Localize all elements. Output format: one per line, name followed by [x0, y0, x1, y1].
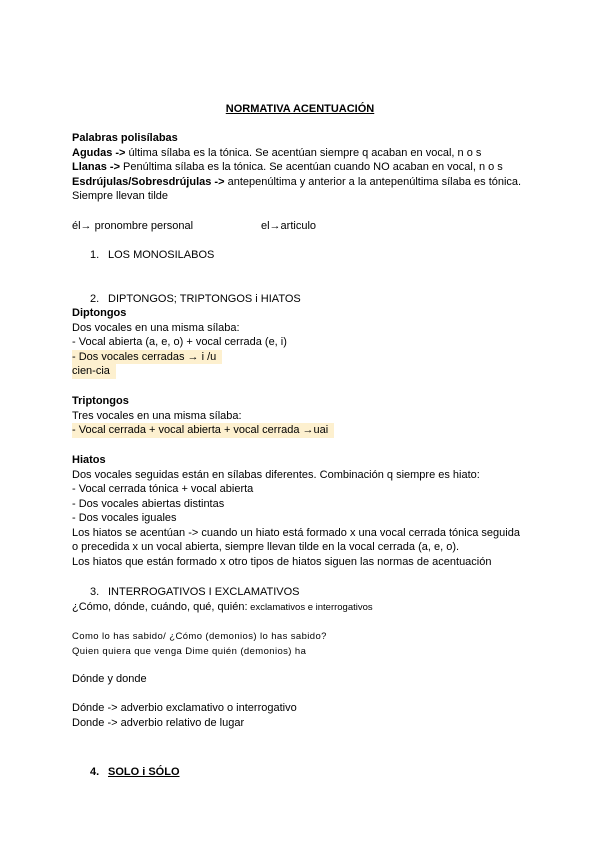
- page-title: NORMATIVA ACENTUACIÓN: [225, 103, 375, 115]
- section-2-heading: 2. DIPTONGOS; TRIPTONGOS i HIATOS: [90, 293, 301, 305]
- section-4-heading: 4. SOLO i SÓLO: [90, 766, 180, 778]
- diptongos-block: Diptongos Dos vocales en una misma sílaba: - Vocal abierta (a, e, o) + vocal cerrada (e, i) - Dos vocales cerradas → i /u cien-cia: [72, 307, 287, 377]
- triptongos-block: Triptongos Tres vocales en una misma sílaba: - Vocal cerrada + vocal abierta + vocal cerrada →uai: [72, 394, 542, 438]
- el-pronombre: él→ pronombre personal: [72, 220, 194, 232]
- polisilabas-heading: Palabras polisílabas: [72, 132, 178, 144]
- diptongos-heading: Diptongos: [72, 307, 127, 319]
- hiatos-block: Hiatos Dos vocales seguidas están en sílabas diferentes. Combinación q siempre es hiato: - Vocal cerrada tónica + vocal abierta - Dos vocales abiertas distintas - Dos vocales iguales Los hiatos se acentúan -> cuando un hiato está formado x una vocal cerrada tónica seguida o precedida x un vocal abierta, siempre llevan tilde en la vocal cerrada (a, e, o). Los hiatos que están formado x otro tipos de hiatos siguen las normas de acentuación: [72, 454, 520, 568]
- interrogativos-block: ¿Cómo, dónde, cuándo, qué, quién: exclamativos e interrogativos: [72, 601, 373, 613]
- section-1-heading: 1. LOS MONOSILABOS: [90, 249, 215, 261]
- highlight-cerradas: - Dos vocales cerradas → i /u: [72, 350, 222, 365]
- hiatos-heading: Hiatos: [72, 454, 106, 466]
- donde-definitions: Dónde -> adverbio exclamativo o interrogativo Donde -> adverbio relativo de lugar: [72, 702, 297, 729]
- esdrujulas-line: Esdrújulas/Sobresdrújulas -> antepenúltima y anterior a la antepenúltima sílaba es tónica.: [72, 175, 522, 188]
- el-articulo: el→articulo: [261, 220, 317, 232]
- examples-block: Como lo has sabido/ ¿Cómo (demonios) lo has sabido? Quien quiera que venga Dime quién (demonios) ha: [72, 631, 327, 657]
- agudas-line: Agudas -> última sílaba es la tónica. Se acentúan siempre q acaban en vocal, n o s: [72, 146, 482, 159]
- section-3-heading: 3. INTERROGATIVOS I EXCLAMATIVOS: [90, 586, 300, 598]
- triptongos-heading: Triptongos: [72, 395, 129, 407]
- highlight-ciencia: cien-cia: [72, 364, 116, 379]
- esdrujulas-line-2: Siempre llevan tilde: [72, 190, 168, 202]
- highlight-triptongo: - Vocal cerrada + vocal abierta + vocal cerrada →uai: [72, 423, 334, 438]
- polisilabas-block: [72, 131, 542, 204]
- llanas-line: Llanas -> Penúltima sílaba es la tónica. Se acentúan cuando NO acaban en vocal, n o s: [72, 161, 503, 173]
- donde-block: Dónde y donde: [72, 673, 147, 685]
